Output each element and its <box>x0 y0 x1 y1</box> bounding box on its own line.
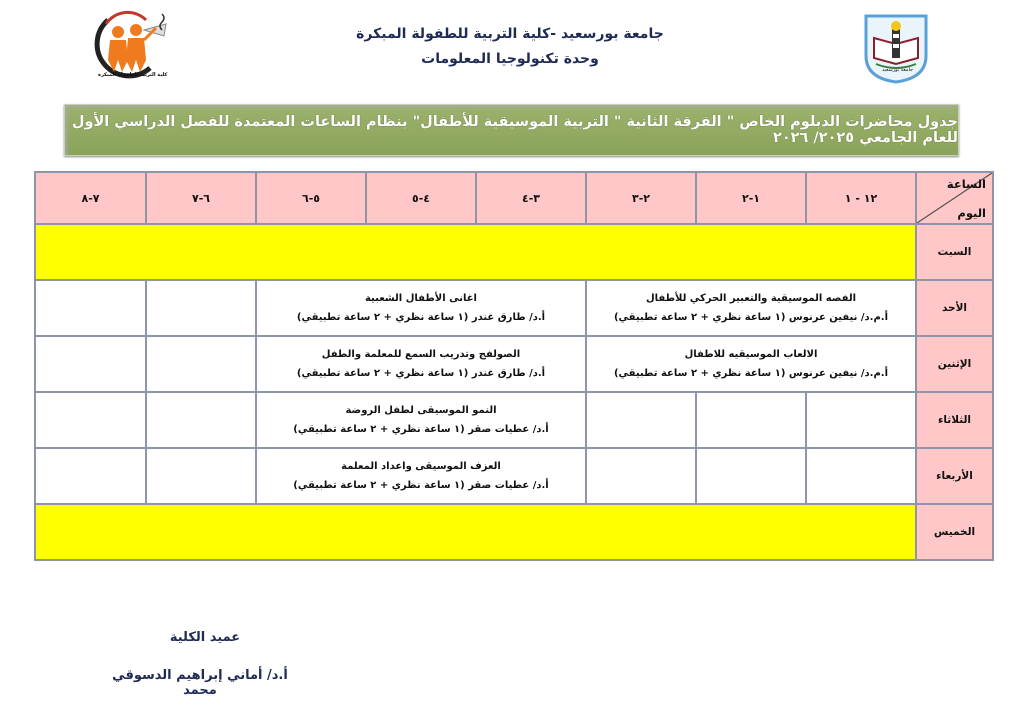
header-row <box>35 172 993 224</box>
time-slot-header: ١-٢ <box>696 172 806 224</box>
day-label: الأحد <box>916 280 993 336</box>
dean-title: عميد الكلية <box>169 630 241 645</box>
time-slot-header: ١٢ - ١ <box>806 172 916 224</box>
time-slot-header: ٥-٦ <box>256 172 366 224</box>
day-row-monday <box>35 336 993 392</box>
time-slot-header: ٤-٥ <box>366 172 476 224</box>
empty-cell <box>146 392 256 448</box>
empty-cell <box>586 448 696 504</box>
unit-title: وحدة تكنولوجيا المعلومات <box>421 51 599 67</box>
corner-cell <box>916 172 993 224</box>
course-cell <box>586 336 916 392</box>
empty-cell <box>35 448 146 504</box>
schedule-banner <box>64 104 959 156</box>
day-label: الإثنين <box>916 336 993 392</box>
schedule-title: جدول محاضرات الدبلوم الخاص " الفرقة الثانية " التربية الموسيقية للأطفال" بنظام الساعات المعتمدة للفصل الدراسي الأول للعام الجامعي ٢٠٢٥/ ٢٠٢٦ <box>71 114 958 146</box>
day-row-thursday <box>35 504 993 560</box>
time-slot-header: ٣-٤ <box>476 172 586 224</box>
empty-cell <box>806 392 916 448</box>
empty-cell <box>806 448 916 504</box>
course-instructor: أ.د/ طارق غندر (١ ساعة نظري + ٢ ساعة تطبيقي) <box>296 312 546 323</box>
course-instructor: أ.م.د/ نيفين عرنوس (١ ساعة نظري + ٢ ساعة تطبيقي) <box>613 368 889 379</box>
day-label: السبت <box>916 224 993 280</box>
university-logo-image <box>862 12 930 84</box>
course-instructor: أ.د/ عطيات صقر (١ ساعة نظري + ٢ ساعة تطبيقي) <box>293 424 549 435</box>
empty-cell <box>696 448 806 504</box>
dean-name: أ.د/ أماني إبراهيم الدسوقي محمد <box>112 668 288 698</box>
university-logo-caption: جامعة بورسعيد <box>882 67 914 73</box>
course-name: الفصه الموسيقية والتعبير الحركي للأطفال <box>645 293 857 304</box>
course-cell <box>256 392 586 448</box>
university-logo <box>862 12 930 84</box>
course-name: العزف الموسيقى واعداد المعلمة <box>341 461 501 472</box>
day-label: الثلاثاء <box>916 392 993 448</box>
schedule-table <box>34 171 994 561</box>
university-title: جامعة بورسعيد -كلية التربية للطفولة المبكرة <box>356 26 664 42</box>
day-label: الخميس <box>916 504 993 560</box>
course-cell <box>256 280 586 336</box>
holiday-cell <box>35 224 916 280</box>
corner-day-label: اليوم <box>957 206 986 220</box>
corner-hour-label: الساعة <box>946 177 986 191</box>
faculty-logo-caption: كلية التربية للطفولة المبكرة <box>98 72 168 78</box>
course-name: النمو الموسيقى لطفل الروضة <box>345 405 497 416</box>
faculty-logo <box>88 10 172 84</box>
day-row-tuesday <box>35 392 993 448</box>
course-instructor: أ.د/ عطيات صقر (١ ساعة نظري + ٢ ساعة تطبيقي) <box>293 480 549 491</box>
time-slot-header: ٧-٨ <box>35 172 146 224</box>
empty-cell <box>586 392 696 448</box>
empty-cell <box>35 280 146 336</box>
course-cell <box>256 448 586 504</box>
empty-cell <box>35 392 146 448</box>
course-instructor: أ.د/ طارق غندر (١ ساعة نظري + ٢ ساعة تطبيقي) <box>296 368 546 379</box>
day-row-wednesday <box>35 448 993 504</box>
holiday-cell <box>35 504 916 560</box>
empty-cell <box>35 336 146 392</box>
course-name: اغانى الأطفال الشعبية <box>364 293 477 304</box>
course-cell <box>586 280 916 336</box>
day-label: الأربعاء <box>916 448 993 504</box>
course-name: الالعاب الموسيقيه للاطفال <box>684 349 818 360</box>
course-name: الصولفج وتدريب السمع للمعلمة والطفل <box>321 349 521 360</box>
empty-cell <box>146 280 256 336</box>
day-row-sunday <box>35 280 993 336</box>
time-slot-header: ٦-٧ <box>146 172 256 224</box>
empty-cell <box>696 392 806 448</box>
time-slot-header: ٢-٣ <box>586 172 696 224</box>
empty-cell <box>146 448 256 504</box>
course-instructor: أ.م.د/ نيفين عرنوس (١ ساعة نظري + ٢ ساعة تطبيقي) <box>613 312 889 323</box>
empty-cell <box>146 336 256 392</box>
course-cell <box>256 336 586 392</box>
day-row-saturday <box>35 224 993 280</box>
